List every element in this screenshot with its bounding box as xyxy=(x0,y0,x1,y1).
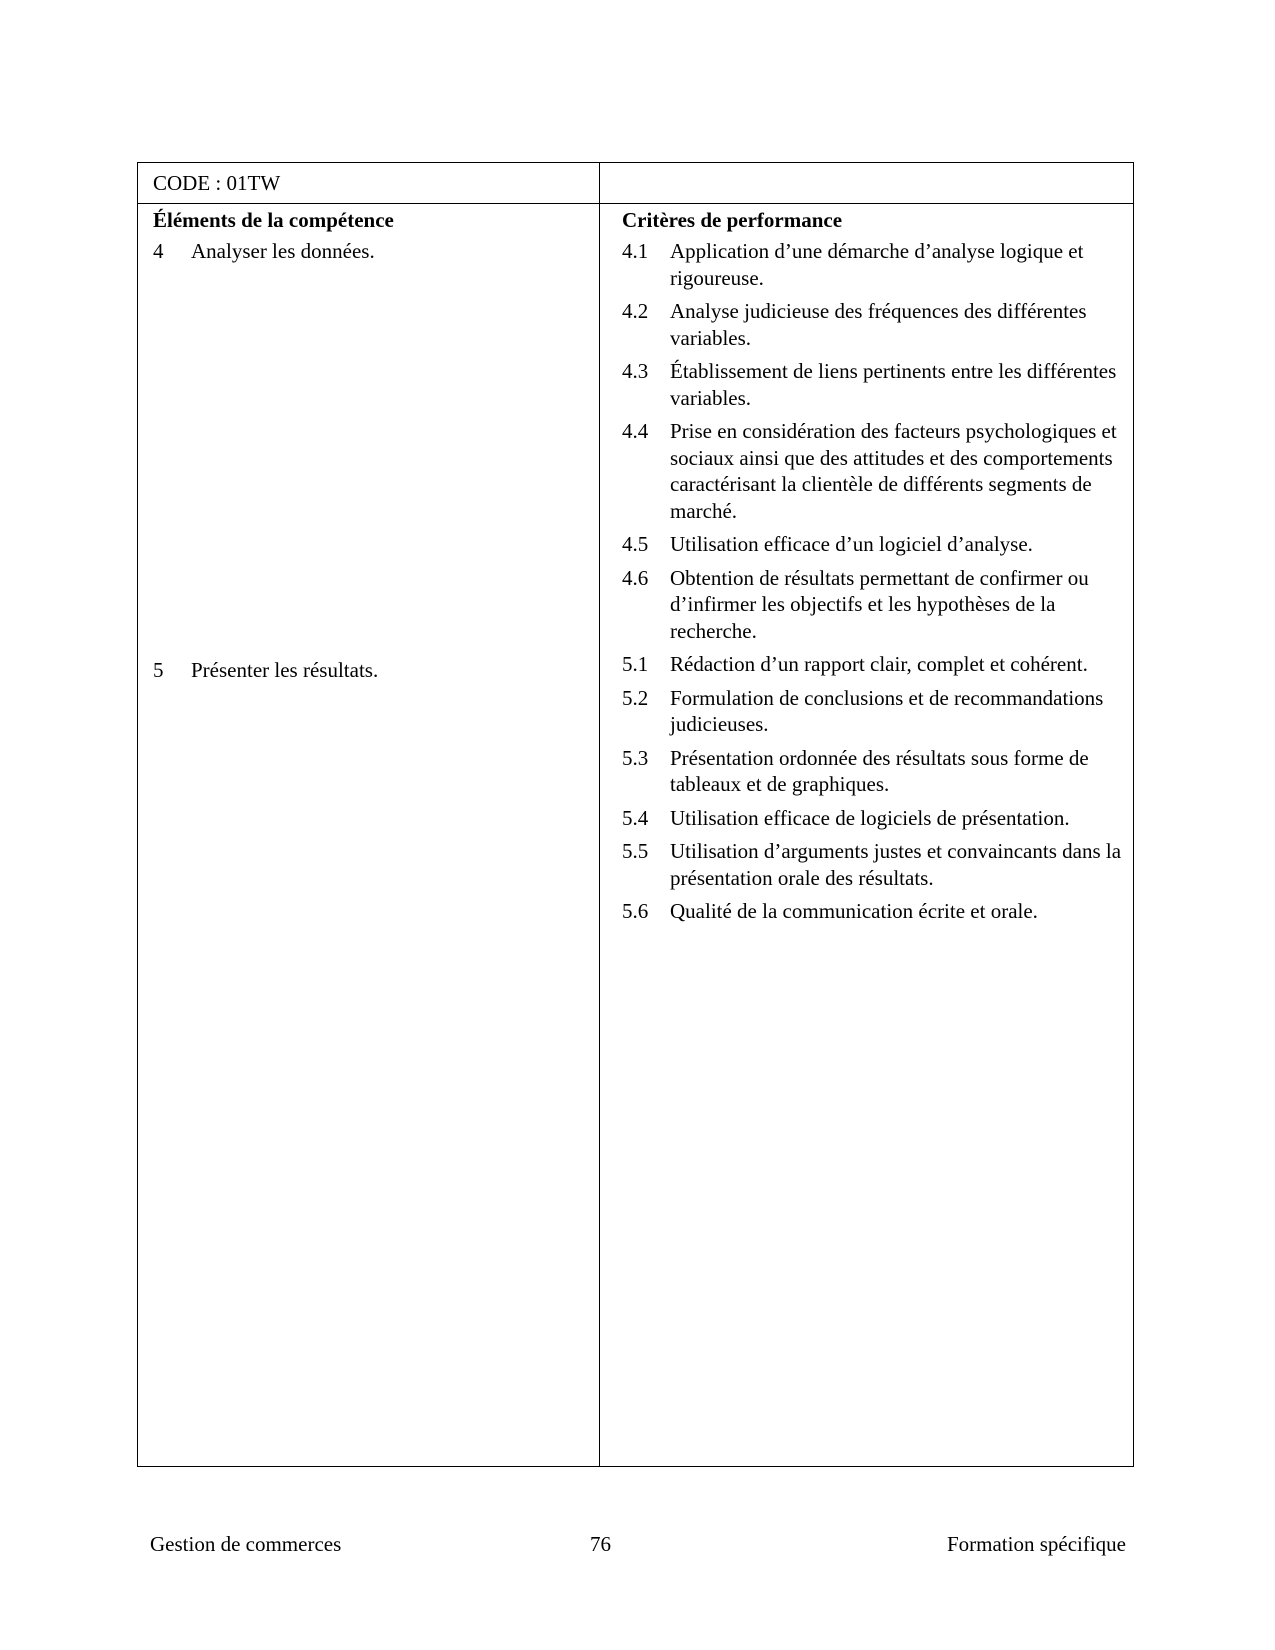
criterion-text: Présentation ordonnée des résultats sous forme de tableaux et de graphiques. xyxy=(670,745,1089,796)
criterion-item xyxy=(622,238,1122,291)
code-label: CODE : 01TW xyxy=(153,171,281,195)
criterion-text: Utilisation efficace d’un logiciel d’analyse. xyxy=(670,532,1033,556)
criterion-text: Analyse judicieuse des fréquences des différentes variables. xyxy=(670,299,1087,350)
criteria-column-title: Critères de performance xyxy=(622,208,843,232)
element-label: Présenter les résultats. xyxy=(191,658,379,682)
criterion-text: Prise en considération des facteurs psychologiques et sociaux ainsi que des attitudes et des comportements caractérisant la clientèle de différents segments de marché. xyxy=(670,419,1117,523)
criterion-number: 4.4 xyxy=(622,419,649,443)
footer-right: Formation spécifique xyxy=(946,1532,1126,1556)
criterion-text: Obtention de résultats permettant de confirmer ou d’infirmer les objectifs et les hypothèses de la recherche. xyxy=(670,565,1089,643)
column-divider xyxy=(599,162,600,1467)
criterion-number: 5.6 xyxy=(622,899,649,923)
criterion-text: Qualité de la communication écrite et orale. xyxy=(670,899,1038,923)
header-divider xyxy=(137,203,1134,204)
criterion-item xyxy=(622,838,1122,891)
criterion-item xyxy=(622,685,1122,738)
criterion-number: 5.2 xyxy=(622,685,649,710)
criterion-item xyxy=(622,745,1122,798)
page-number: 76 xyxy=(590,1532,611,1556)
criterion-number: 5.5 xyxy=(622,839,649,863)
criterion-item xyxy=(622,358,1122,411)
criterion-text: Application d’une démarche d’analyse logique et rigoureuse. xyxy=(670,239,1084,290)
criterion-item xyxy=(622,565,1122,645)
criterion-text: Utilisation d’arguments justes et convaincants dans la présentation orale des résultats. xyxy=(670,839,1122,890)
criterion-number: 5.1 xyxy=(622,652,649,676)
elements-column-title: Éléments de la compétence xyxy=(153,208,394,232)
criterion-item xyxy=(622,651,1122,678)
element-number: 5 xyxy=(153,658,164,682)
criterion-text: Utilisation efficace de logiciels de présentation. xyxy=(670,805,1070,830)
element-item xyxy=(153,657,378,683)
element-item xyxy=(153,238,375,264)
criterion-item xyxy=(622,531,1122,558)
criterion-number: 4.6 xyxy=(622,565,649,590)
element-label: Analyser les données. xyxy=(191,239,375,263)
criterion-item xyxy=(622,298,1122,351)
criterion-number: 5.3 xyxy=(622,745,649,770)
criterion-text: Établissement de liens pertinents entre les différentes variables. xyxy=(670,359,1117,410)
criterion-number: 4.1 xyxy=(622,239,649,263)
criterion-item xyxy=(622,418,1122,524)
footer-left: Gestion de commerces xyxy=(150,1532,342,1556)
criterion-number: 4.3 xyxy=(622,359,649,383)
criterion-item xyxy=(622,898,1122,925)
criteria-list xyxy=(622,238,1122,932)
criterion-text: Rédaction d’un rapport clair, complet et cohérent. xyxy=(670,652,1088,676)
criterion-number: 4.5 xyxy=(622,532,649,556)
criterion-number: 4.2 xyxy=(622,299,649,323)
element-number: 4 xyxy=(153,239,164,263)
criterion-text: Formulation de conclusions et de recommandations judicieuses. xyxy=(670,685,1104,736)
criterion-item xyxy=(622,805,1122,832)
criterion-number: 5.4 xyxy=(622,805,649,830)
